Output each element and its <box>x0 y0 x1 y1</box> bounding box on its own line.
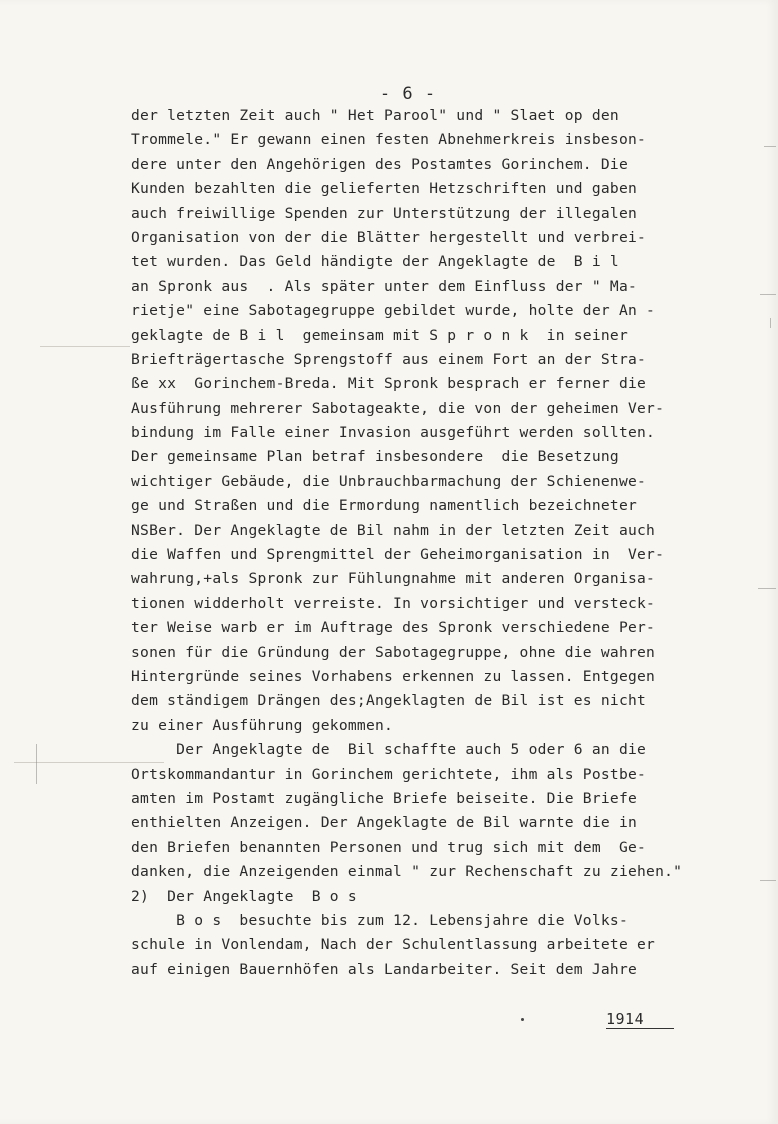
text-line: rietje" eine Sabotagegruppe gebildet wurde, holte der An - <box>131 302 656 320</box>
text-line: wahrung,+als Spronk zur Fühlungnahme mit anderen Organisa- <box>131 570 656 588</box>
margin-mark <box>764 146 776 147</box>
stray-dot <box>521 1018 524 1021</box>
text-line: tet wurden. Das Geld händigte der Angeklagte de B i l <box>131 253 619 271</box>
text-line: B o s besuchte bis zum 12. Lebensjahre die Volks- <box>131 911 628 929</box>
text-line: der letzten Zeit auch " Het Parool" und " Slaet op den <box>131 107 619 124</box>
page-number: - 6 - <box>379 84 437 104</box>
text-line: enthielten Anzeigen. Der Angeklagte de Bil warnte die in <box>131 814 638 832</box>
text-line: Kunden bezahlten die gelieferten Hetzschriften und gaben <box>131 180 638 198</box>
text-line: die Waffen und Sprengmittel der Geheimorganisation in Ver- <box>131 546 665 564</box>
margin-mark <box>760 294 776 295</box>
text-line: Briefträgertasche Sprengstoff aus einem Fort an der Stra- <box>131 350 647 368</box>
document-body <box>131 104 731 982</box>
text-line: Hintergründe seines Vorhabens erkennen zu lassen. Entgegen <box>131 667 656 685</box>
text-line: ße xx Gorinchem-Breda. Mit Spronk besprach er ferner die <box>131 375 647 393</box>
text-line: NSBer. Der Angeklagte de Bil nahm in der letzten Zeit auch <box>131 521 656 539</box>
text-line: sonen für die Gründung der Sabotagegruppe, ohne die wahren <box>131 643 656 661</box>
text-line: auch freiwillige Spenden zur Unterstützung der illegalen <box>131 204 638 222</box>
text-line: bindung im Falle einer Invasion ausgeführt werden sollten. <box>131 424 656 442</box>
margin-mark <box>758 588 776 589</box>
footer-number: 1914 <box>606 1010 645 1028</box>
text-line: amten im Postamt zugängliche Briefe beiseite. Die Briefe <box>131 789 638 807</box>
text-line: den Briefen benannten Personen und trug sich mit dem Ge- <box>131 838 647 856</box>
text-line: 2) Der Angeklagte B o s <box>131 887 357 905</box>
text-line: schule in Vonlendam, Nach der Schulentlassung arbeitete er <box>131 936 656 954</box>
text-line: tionen widderholt verreiste. In vorsichtiger und versteck- <box>131 594 656 612</box>
text-line: Trommele." Er gewann einen festen Abnehmerkreis insbeson- <box>131 131 647 149</box>
text-line: Der gemeinsame Plan betraf insbesondere die Besetzung <box>131 448 619 466</box>
text-line: auf einigen Bauernhöfen als Landarbeiter. Seit dem Jahre <box>131 960 638 978</box>
margin-mark <box>770 318 771 328</box>
text-line: dere unter den Angehörigen des Postamtes Gorinchem. Die <box>131 155 628 173</box>
text-line: Ausführung mehrerer Sabotageakte, die von der geheimen Ver- <box>131 399 665 417</box>
footer-underline <box>606 1028 674 1029</box>
text-line: zu einer Ausführung gekommen. <box>131 716 394 734</box>
text-line: an Spronk aus . Als später unter dem Einfluss der " Ma- <box>131 277 638 295</box>
text-line: Ortskommandantur in Gorinchem gerichtete, ihm als Postbe- <box>131 765 647 783</box>
text-line: Organisation von der die Blätter hergestellt und verbrei- <box>131 228 647 246</box>
text-line: ter Weise warb er im Auftrage des Spronk verschiedene Per- <box>131 619 656 637</box>
margin-mark <box>36 744 37 784</box>
text-line: wichtiger Gebäude, die Unbrauchbarmachung der Schienenwe- <box>131 472 647 490</box>
text-line: danken, die Anzeigenden einmal " zur Rechenschaft zu ziehen." <box>131 863 683 881</box>
text-line: dem ständigem Drängen des;Angeklagten de Bil ist es nicht <box>131 692 647 710</box>
text-line: geklagte de B i l gemeinsam mit S p r o n k in seiner <box>131 326 628 344</box>
text-line: ge und Straßen und die Ermordung namentlich bezeichneter <box>131 497 638 515</box>
paper-crease <box>40 346 130 347</box>
margin-mark <box>760 880 776 881</box>
text-line: Der Angeklagte de Bil schaffte auch 5 oder 6 an die <box>131 741 647 759</box>
